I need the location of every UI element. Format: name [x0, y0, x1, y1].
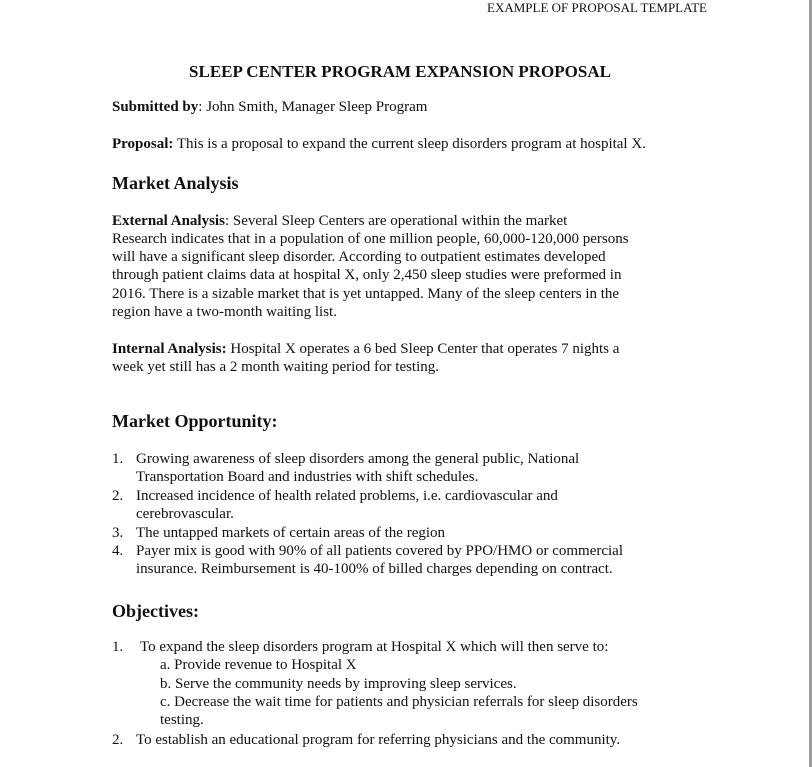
external-analysis-line — [112, 212, 567, 230]
list-text: insurance. Reimbursement is 40-100% of billed charges depending on contract. — [136, 561, 613, 577]
sub-list-item: a. Provide revenue to Hospital X — [160, 657, 357, 673]
list-number: 2. — [112, 732, 124, 748]
internal-analysis-line: week yet still has a 2 month waiting period for testing. — [112, 359, 440, 375]
external-analysis-text: : Several Sleep Centers are operational within the market — [224, 213, 568, 229]
internal-analysis-text: Hospital X operates a 6 bed Sleep Center that operates 7 nights a — [226, 341, 620, 357]
proposal-line — [112, 135, 646, 153]
list-number: 2. — [112, 488, 124, 504]
external-analysis-line: Research indicates that in a population of one million people, 60,000-120,000 persons — [112, 231, 629, 247]
external-analysis-line: region have a two-month waiting list. — [112, 304, 337, 320]
sub-list-item: b. Serve the community needs by improving sleep services. — [160, 676, 517, 692]
list-text: Transportation Board and industries with shift schedules. — [136, 469, 479, 485]
list-number: 4. — [112, 543, 124, 559]
external-analysis-line: through patient claims data at hospital X, only 2,450 sleep studies were preformed in — [112, 267, 622, 283]
external-analysis-label: External Analysis — [112, 213, 225, 229]
list-text: The untapped markets of certain areas of the region — [136, 525, 446, 541]
submitted-by-label: Submitted by — [112, 99, 199, 115]
market-opportunity-heading: Market Opportunity: — [112, 411, 278, 431]
objectives-heading: Objectives: — [112, 601, 199, 621]
submitted-by-line — [112, 98, 427, 116]
external-analysis-line: will have a significant sleep disorder. According to outpatient estimates developed — [112, 249, 606, 265]
list-text: Payer mix is good with 90% of all patients covered by PPO/HMO or commercial — [136, 543, 623, 559]
list-text: Growing awareness of sleep disorders among the general public, National — [136, 451, 580, 467]
market-analysis-heading: Market Analysis — [112, 173, 239, 193]
proposal-value: This is a proposal to expand the current sleep disorders program at hospital X. — [173, 136, 646, 152]
list-number: 1. — [112, 639, 124, 655]
external-analysis-line: 2016. There is a sizable market that is yet untapped. Many of the sleep centers in the — [112, 286, 620, 302]
internal-analysis-label: Internal Analysis: — [112, 341, 227, 357]
sub-list-item: testing. — [160, 712, 204, 728]
proposal-label: Proposal: — [112, 136, 174, 152]
list-number: 1. — [112, 451, 124, 467]
internal-analysis-line — [112, 340, 619, 358]
sub-list-item: c. Decrease the wait time for patients and physician referrals for sleep disorders — [160, 694, 638, 710]
list-text: cerebrovascular. — [136, 506, 234, 522]
submitted-by-value: : John Smith, Manager Sleep Program — [198, 99, 428, 115]
document-title: SLEEP CENTER PROGRAM EXPANSION PROPOSAL — [189, 62, 611, 81]
header-note: EXAMPLE OF PROPOSAL TEMPLATE — [487, 0, 707, 15]
list-text: Increased incidence of health related problems, i.e. cardiovascular and — [136, 488, 558, 504]
list-text: To expand the sleep disorders program at Hospital X which will then serve to: — [140, 639, 609, 655]
list-number: 3. — [112, 525, 124, 541]
list-text: To establish an educational program for referring physicians and the community. — [136, 732, 621, 748]
